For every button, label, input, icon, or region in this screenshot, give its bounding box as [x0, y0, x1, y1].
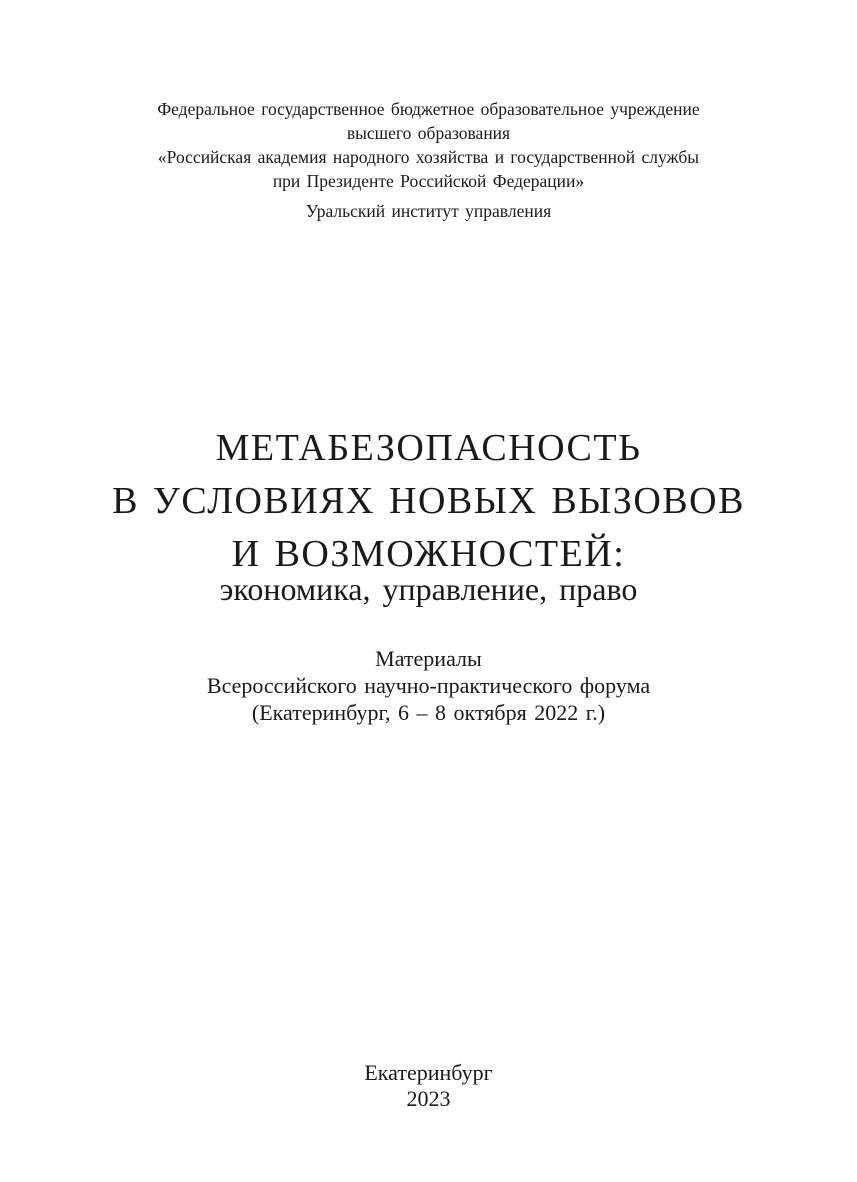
- institution-line: «Российская академия народного хозяйства и государственной службы: [157, 147, 700, 167]
- imprint-city: Екатеринбург: [364, 1060, 493, 1085]
- institute-name-text: Уральский институт управления: [305, 201, 552, 221]
- imprint-year: 2023: [406, 1086, 451, 1111]
- institute-name: [0, 199, 857, 223]
- materials-line: Материалы: [375, 646, 482, 671]
- institution-line: Федеральное государственное бюджетное образовательное учреждение: [157, 99, 700, 119]
- imprint-footer: [0, 1060, 857, 1112]
- document-title: [0, 422, 857, 581]
- title-line: В УСЛОВИЯХ НОВЫХ ВЫЗОВОВ: [112, 480, 745, 522]
- title-line: И ВОЗМОЖНОСТЕЙ:: [231, 533, 626, 575]
- institution-header: [0, 97, 857, 193]
- materials-line: (Екатеринбург, 6 – 8 октября 2022 г.): [251, 700, 606, 725]
- document-subtitle: [0, 570, 857, 608]
- subtitle-text: экономика, управление, право: [219, 571, 638, 607]
- institution-line: высшего образования: [346, 123, 511, 143]
- institution-line: при Президенте Российской Федерации»: [272, 171, 585, 191]
- materials-description: [0, 645, 857, 726]
- title-line: МЕТАБЕЗОПАСНОСТЬ: [215, 427, 642, 469]
- materials-line: Всероссийского научно-практического форума: [206, 673, 651, 698]
